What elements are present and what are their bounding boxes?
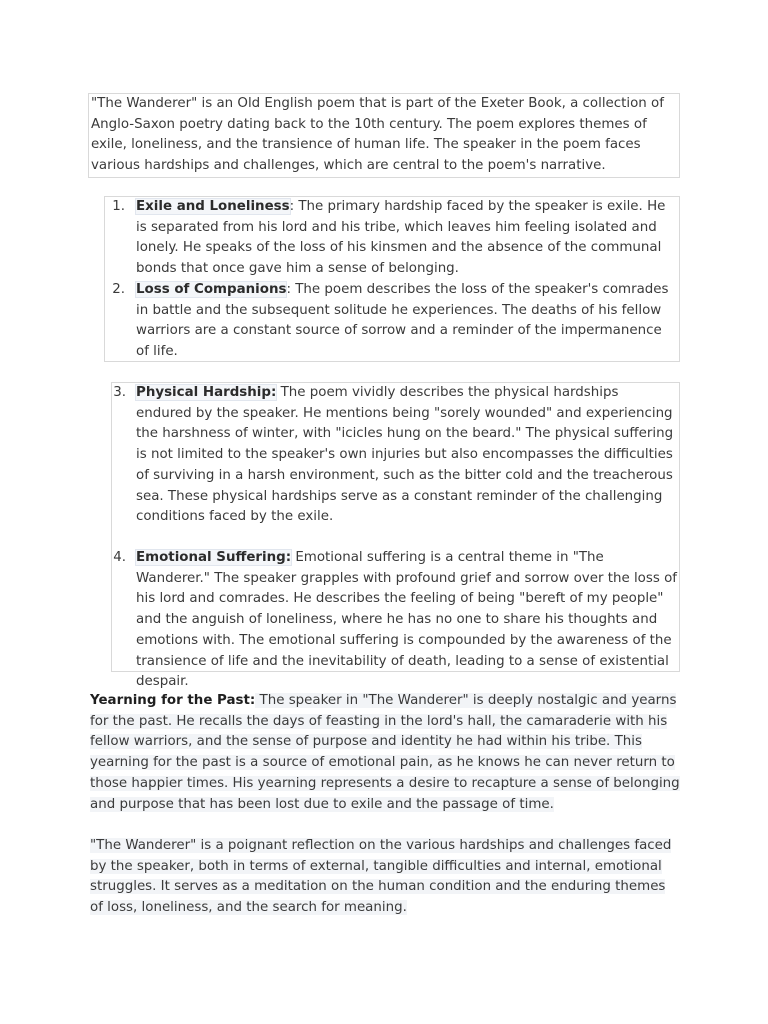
intro-text: "The Wanderer" is an Old English poem that is part of the Exeter Book, a collection of Anglo-Saxon poetry dating back to the 10th century. The poem explores themes of exile, loneliness, and the transience of human life. The speaker in the poem faces various hardships and challenges, which are central to the poem's narrative.	[91, 96, 664, 174]
list-item	[112, 548, 679, 693]
list-item	[105, 280, 679, 363]
list-item-number: 3.	[113, 385, 126, 400]
yearning-paragraph	[90, 691, 682, 815]
yearning-lead: Yearning for the Past:	[90, 693, 256, 708]
list-item-term: Exile and Loneliness	[136, 199, 290, 214]
hardship-list-part-2	[111, 382, 680, 690]
conclusion-text: "The Wanderer" is a poignant reflection on the various hardships and challenges faced by the speaker, both in terms of external, tangible difficulties and internal, emotional struggles. It serves as a meditation on the human condition and the enduring themes of loss, loneliness, and the search for meaning.	[90, 838, 672, 916]
yearning-text: The speaker in "The Wanderer" is deeply nostalgic and yearns for the past. He recalls the days of feasting in the lord's hall, the camaraderie with his fellow warriors, and the sense of purpose and identity he had within his tribe. This yearning for the past is a source of emotional pain, as he knows he can never return to those happier times. His yearning represents a desire to recapture a sense of belonging and purpose that has been lost due to exile and the passage of time.	[90, 693, 680, 812]
list-item-number: 1.	[112, 199, 125, 214]
list-item	[112, 383, 679, 528]
list-item-text: : The primary hardship faced by the speaker is exile. He is separated from his lord and his tribe, which leaves him feeling isolated and lonely. He speaks of the loss of his kinsmen and the absence of the communal bonds that once gave him a sense of belonging.	[136, 199, 666, 277]
list-item-term: Physical Hardship:	[136, 385, 277, 400]
hardship-list-part-1	[104, 196, 680, 362]
list-item-number: 2.	[112, 282, 125, 297]
list-item-term: Loss of Companions	[136, 282, 287, 297]
list-item-term: Emotional Suffering:	[136, 550, 292, 565]
list-item	[105, 197, 679, 280]
list-item-text: Emotional suffering is a central theme in "The Wanderer." The speaker grapples with profound grief and sorrow over the loss of his lord and comrades. He describes the feeling of being "bereft of my people" and the anguish of loneliness, where he has no one to share his thoughts and emotions with. The emotional suffering is compounded by the awareness of the transience of life and the inevitability of death, leading to a sense of existential despair.	[136, 550, 677, 690]
list-item-text: : The poem describes the loss of the speaker's comrades in battle and the subsequent solitude he experiences. The deaths of his fellow warriors are a constant source of sorrow and a reminder of the impermanence of life.	[136, 282, 669, 360]
conclusion-paragraph	[90, 836, 682, 919]
list-item-number: 4.	[113, 550, 126, 565]
intro-paragraph	[88, 93, 680, 178]
list-item-text: The poem vividly describes the physical hardships endured by the speaker. He mentions being "sorely wounded" and experiencing the harshness of winter, with "icicles hung on the beard." The physical suffering is not limited to the speaker's own injuries but also encompasses the difficulties of surviving in a harsh environment, such as the bitter cold and the treacherous sea. These physical hardships serve as a constant reminder of the challenging conditions faced by the exile.	[136, 385, 674, 525]
